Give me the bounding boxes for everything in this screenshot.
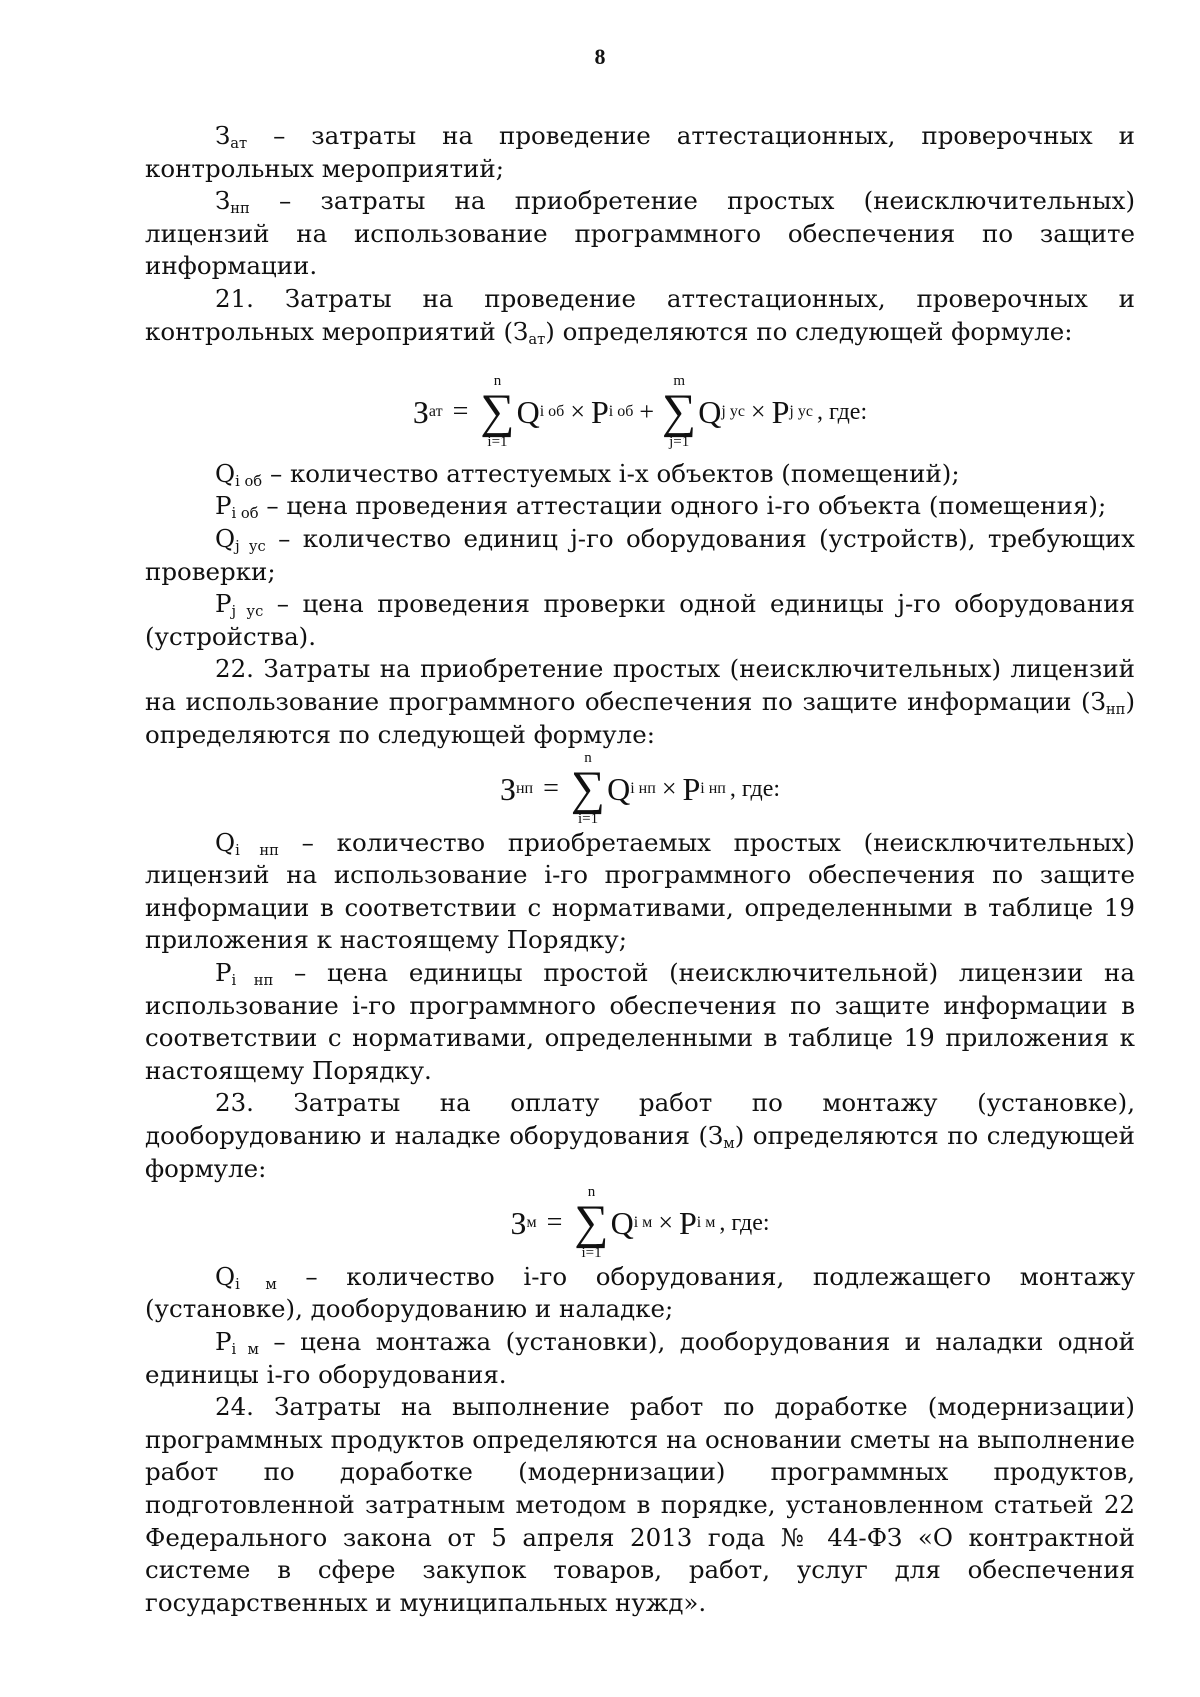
definition-p-i-ob: $P_{i об}$ – цена проведения аттестации одного i-го объекта (помещения);: [215, 491, 1107, 523]
definition-q-i-ob: $Q_{i об}$ – количество аттестуемых i-х объектов (помещений);: [215, 458, 960, 490]
paragraph-21: 21. Затраты на проведение аттестационных, проверочных и контрольных мероприятий $(З_{ат})$ определяются по следующей формуле:: [145, 283, 1135, 348]
summation-sign: m ∑ j=1: [662, 373, 697, 450]
definition-q-j-us: $Q_{j ус}$ – количество единиц j-го оборудования (устройств), требующих проверки;: [145, 523, 1135, 586]
formula-z-at: З ат = n ∑ i=1 Q i об × P i об + m ∑ j=1 Q j ус × P j ус , где:: [412, 373, 868, 450]
paragraph-22: 22. Затраты на приобретение простых (неисключительных) лицензий на использование программного обеспечения по защите информации $(З_{нп})$ определяются по следующей формуле:: [145, 654, 1135, 749]
definition-p-i-np: $P_{i нп}$ – цена единицы простой (неисключительной) лицензии на использование i-го программного обеспечения по защите информации в соответствии с нормативами, определенными в таблице 19 приложения к настоящему Порядку.: [145, 958, 1135, 1085]
summation-sign: n ∑ i=1: [480, 373, 515, 450]
summation-sign: n ∑ i=1: [570, 750, 606, 827]
definition-z-at: $З_{ат}$ – затраты на проведение аттестационных, проверочных и контрольных мероприятий;: [145, 121, 1135, 183]
summation-sign: n ∑ i=1: [574, 1184, 609, 1261]
page-number: 8: [594, 44, 606, 69]
formula-z-m: З м = n ∑ i=1 Q i м × P i м , где:: [510, 1184, 770, 1261]
paragraph-23: 23. Затраты на оплату работ по монтажу (установке), дооборудованию и наладке оборудования $(З_м)$ определяются по следующей формуле:: [145, 1088, 1135, 1183]
document-body: [145, 120, 1135, 1619]
formula-z-np: З нп = n ∑ i=1 Q i нп × P i нп , где:: [499, 750, 781, 827]
definition-q-i-m: $Q_{i м}$ – количество i-го оборудования, подлежащего монтажу (установке), дооборудованию и наладке;: [145, 1261, 1136, 1324]
definition-q-i-np: $Q_{i нп}$ – количество приобретаемых простых (неисключительных) лицензий на использование i-го программного обеспечения по защите информации в соответствии с нормативами, определенными в таблице 19 приложения к настоящему Порядку;: [145, 827, 1135, 955]
definition-z-np: $З_{нп}$ – затраты на приобретение простых (неисключительных) лицензий на использование программного обеспечения по защите информации.: [145, 186, 1135, 281]
paragraph-24: 24. Затраты на выполнение работ по доработке (модернизации) программных продуктов определяются на основании сметы на выполнение работ по доработке (модернизации) программных продуктов, подготовленной затратным методом в порядке, установленном статьей 22 Федерального закона от 5 апреля 2013 года № 44-ФЗ «О контрактной системе в сфере закупок товаров, работ, услуг для обеспечения государственных и муниципальных нужд».: [145, 1392, 1135, 1617]
definition-p-j-us: $P_{j ус}$ – цена проведения проверки одной единицы j-го оборудования (устройства).: [145, 589, 1136, 651]
definition-p-i-m: $P_{i м}$ – цена монтажа (установки), дооборудования и наладки одной единицы i-го оборудования.: [145, 1327, 1136, 1389]
